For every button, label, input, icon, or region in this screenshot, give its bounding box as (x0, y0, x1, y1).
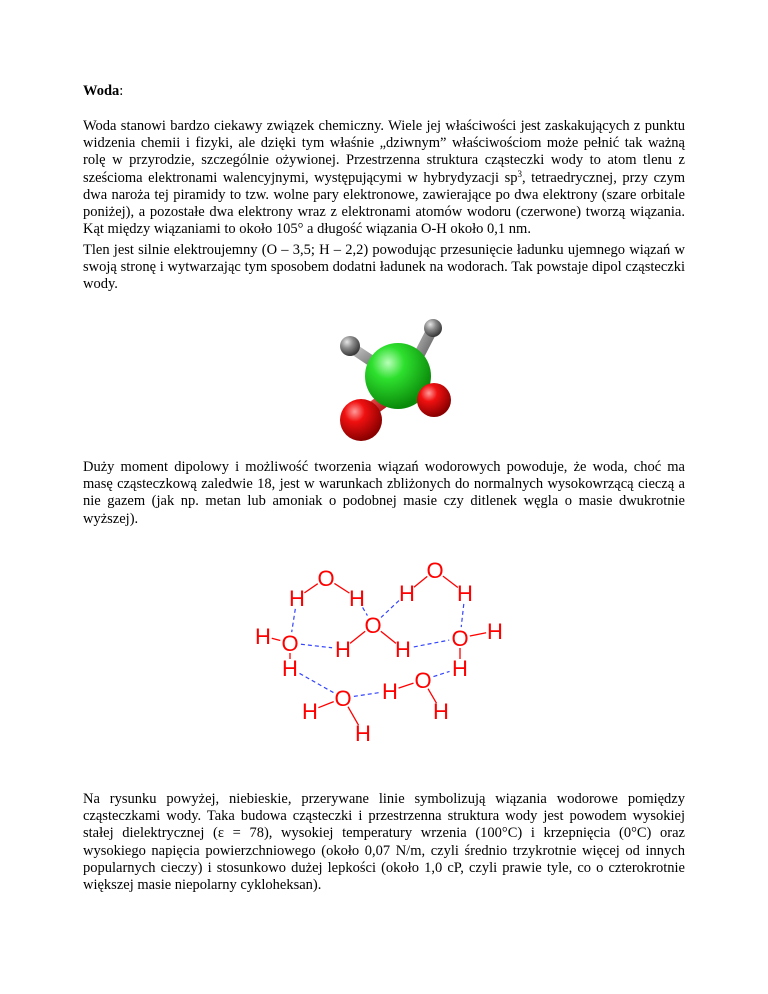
oxygen-atom-label: O (281, 631, 299, 656)
covalent-bond-line (272, 638, 281, 640)
covalent-bond-line (318, 702, 333, 708)
water-molecule-3d-figure (300, 308, 480, 458)
hydrogen-atom-label: H (349, 586, 365, 611)
hydrogen-atom-label: H (255, 624, 271, 649)
oxygen-atom-label: O (317, 566, 335, 591)
hydrogen-atom-label: H (433, 699, 449, 724)
paragraph-dipole: Duży moment dipolowy i możliwość tworzenia wiązań wodorowych powoduje, że woda, choć ma masę cząsteczkową zaledwie 18, jest w warunkach zbliżonych do normalnych wysokowrzącą cieczą a nie gazem (jak np. metan lub amoniak o podobnej masie czy ditlenek węgla o masie dwukrotnie wyższej). (83, 459, 685, 527)
hydrogen-atom-label: H (487, 619, 503, 644)
hydrogen-atom-label: H (302, 699, 318, 724)
hydrogen-sphere-left (340, 399, 382, 441)
hydrogen-atom-label: H (355, 721, 371, 743)
paragraph-electronegativity: Tlen jest silnie elektroujemny (O – 3,5; H – 2,2) powodując przesunięcie ładunku ujemnego wiązań w swoją stronę i wytwarzając tym sposobem dodatni ładunek na wodorach. Tak powstaje dipol cząsteczki wody. (83, 242, 685, 293)
hydrogen-sphere-right (417, 383, 451, 417)
paragraph-structure-text-cont: , tetraedrycznej, przy czym dwa naroża tej piramidy to tzw. wolne pary elektronowe, zawierające po dwa elektrony (szare orbitale poniżej), a pozostałe dwa elektrony wraz z elektronami atomów wodoru (czerwone) tworzą wiązania. Kąt między wiązaniami to około 105° a długość wiązania O-H około 0,1 nm. (83, 169, 685, 238)
hydrogen-bond-line (300, 673, 334, 692)
lone-pair-sphere-left (340, 336, 360, 356)
hydrogen-atom-label: H (289, 586, 305, 611)
hydrogen-bond-line (292, 609, 296, 632)
oxygen-atom-label: O (334, 686, 352, 711)
hydrogen-atom-label: H (395, 637, 411, 662)
covalent-bond-line (414, 576, 427, 587)
section-heading (83, 82, 123, 100)
hybridization-superscript: 3 (517, 168, 522, 179)
atom-labels (255, 558, 503, 743)
covalent-bond-line (443, 576, 458, 587)
covalent-bond-line (399, 683, 414, 688)
oxygen-atom-label: O (451, 626, 469, 651)
hydrogen-atom-label: H (399, 581, 415, 606)
paragraph-structure (83, 118, 685, 238)
hydrogen-atom-label: H (282, 656, 298, 681)
hydrogen-bond-line (414, 640, 449, 647)
covalent-bond-line (381, 631, 396, 643)
heading-colon: : (119, 83, 124, 99)
paragraph-structure-text: Woda stanowi bardzo ciekawy związek chemiczny. Wiele jej właściwości jest zaskakujących z punktu widzenia chemii i fizyki, ale dzięki tym właśnie „dziwnym” właściwościom może pełnić tak ważną rolę w przyrodzie, szczególnie ożywionej. Przestrzenna struktura cząsteczki wody to atom tlenu z sześcioma elektronami walencyjnymi, występującymi w hybrydyzacji sp (83, 118, 685, 186)
covalent-bond-line (304, 584, 317, 593)
covalent-bond-line (334, 583, 349, 593)
hydrogen-bond-line (301, 644, 332, 648)
hydrogen-bond-line (433, 671, 449, 676)
hydrogen-atom-label: H (382, 679, 398, 704)
hydrogen-bond-line (461, 604, 464, 627)
oxygen-atom-label: O (364, 613, 382, 638)
paragraph-properties: Na rysunku powyżej, niebieskie, przerywane linie symbolizują wiązania wodorowe pomiędzy cząsteczkami wody. Taka budowa cząsteczki i przestrzenna struktura wody jest powodem wysokiej stałej dielektrycznej (ε = 78), wysokiej temperatury wrzenia (100°C) i krzepnięcia (0°C) oraz wysokiego napięcia powierzchniowego (około 0,07 N/m, czyli średnio trzykrotnie więcej od innych popularnych cieczy) i stosunkowo dużej lepkości (około 1,0 cP, czyli prawie tyle, co o czterokrotnie większej masie niepolarny cykloheksan). (83, 791, 685, 894)
oxygen-atom-label: O (414, 668, 432, 693)
hydrogen-atom-label: H (452, 656, 468, 681)
hydrogen-bond-network-figure (245, 548, 535, 743)
covalent-bond-line (350, 631, 365, 643)
oxygen-atom-label: O (426, 558, 444, 583)
hydrogen-atom-label: H (335, 637, 351, 662)
covalent-bond-line (470, 633, 486, 636)
heading-title: Woda (83, 83, 120, 99)
hydrogen-bond-line (354, 693, 379, 697)
hydrogen-bond-line (381, 601, 399, 618)
hydrogen-atom-label: H (457, 581, 473, 606)
lone-pair-sphere-right (424, 319, 442, 337)
